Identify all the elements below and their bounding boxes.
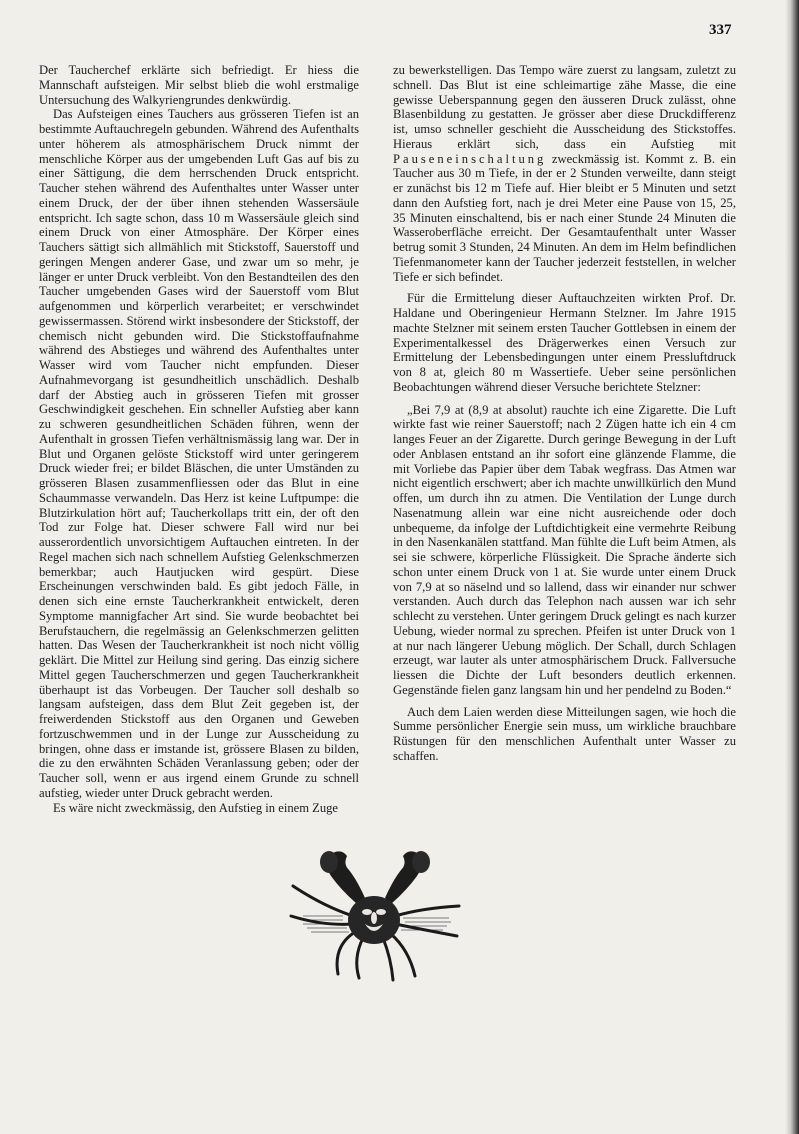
paragraph: Der Taucherchef erklärte sich befriedigt. Er hiess die Mannschaft aufsteigen. Mir selbst blieb die wohl erstmalige Untersuchung des Walkyriengrundes denkwürdig. [39, 63, 359, 107]
emphasized-term: Pauseneinschaltung [393, 151, 547, 166]
text-run: zu bewerkstelligen. Das Tempo wäre zuerst zu langsam, zuletzt zu schnell. Das Blut ist eine schleimartige zähe Masse, die eine gewisse Ueberspannung gegen den äusseren Druck zulässt, ohne Blasenbildung zu gestatten. Je grösser aber diese Druckdifferenz ist, umso schneller geschieht die Ausscheidung des Stickstoffes. Hieraus erklärt sich, dass ein Aufstieg mit [393, 63, 736, 151]
quotation-paragraph: „Bei 7,9 at (8,9 at absolut) rauchte ich eine Zigarette. Die Luft wirkte fast wie reiner Sauerstoff; nach 2 Zügen hatte ich ein 4 cm langes Feuer an der Zigarette. Durch geringe Bewegung in der Luft oder Anblasen entstand an ihr sofort eine glänzende Flamme, die mit Vorliebe das Papier über dem Tabak wegfrass. Das Atmen war nicht eigentlich erschwert; aber ich machte unwillkürlich den Mund offen, um durch ihn zu atmen. Die Ventilation der Lunge durch Nasenatmung allein war eine nicht ausreichende oder doch unbequeme, da infolge der Luftdichtigkeit eine vermehrte Reibung in den Nasenkanälen stattfand. Man fühlte die Luft beim Atmen, als sei sie schwere, körperliche Flüssigkeit. Die Sprache änderte sich schon unter einem Druck von 1 at. Sie wurde unter einem Druck von 7,9 at so näselnd und so lallend, dass wir einander nur schwer verstanden. Auch durch das Telephon nach aussen war ich sehr schlecht zu verstehen. Unter geringem Druck gelingt es nach kurzer Uebung, wieder normal zu sprechen. Pfeifen ist unter Druck von 1 at nur nach längerer Uebung möglich. Der Schall, durch Schlagen erzeugt, war lauter als unter atmosphärischem Druck. Fallversuche liessen die Dichte der Luft besonders deutlich erkennen. Gegenstände fielen ganz langsam hin und her pendelnd zu Boden.“ [393, 402, 736, 697]
crab-illustration [283, 846, 467, 982]
page-edge-shadow [785, 0, 799, 1134]
left-column [39, 63, 359, 815]
right-column [393, 63, 736, 764]
paragraph: Das Aufsteigen eines Tauchers aus grösseren Tiefen ist an bestimmte Auftauchregeln gebunden. Während des Aufenthalts unter höherem als atmosphärischem Druck nimmt der menschliche Körper aus der umgebenden Luft Gas auf bis zu einer Sättigung, die dem herrschenden Druck entspricht. Taucher stehen während des Aufenthaltes unter Wasser unter einem Druck, der der über ihnen stehenden Wassersäule entspricht. Ich sagte schon, dass 10 m Wassersäule gleich sind einem Druck von einer Atmosphäre. Der Körper eines Tauchers sättigt sich allmählich mit Stickstoff, Sauerstoff und geringen Mengen anderer Gase, und zwar um so mehr, je länger er unter Druck verbleibt. Von den Bestandteilen des den Taucher umgebenden Gases wird der Sauerstoff vom Blut aufgenommen und körperlich verarbeitet; er verschwindet gewissermassen. Störend wirkt insbesondere der Stickstoff, der chemisch nicht gebunden wird. Die Stickstoffaufnahme während des Abstieges und während des Aufenthaltes unter Wasser wird vom Taucher nicht empfunden. Dieser Aufnahmevorgang ist gesundheitlich unschädlich. Deshalb darf der Abstieg auch in grösseren Tiefen mit grosser Geschwindigkeit geschehen. Ein schneller Aufstieg aber kann zu schweren gesundheitlichen Schäden führen, wenn der Aufenthalt in grossen Tiefen verhältnismässig lang war. Der in Blut und Organen gelöste Stickstoff wird unter geringerem Druck wieder frei; er bildet Bläschen, die unter Umständen zu grösseren Blasen zusammenfliessen oder das Blut in eine Schaummasse verwandeln. Das Herz ist keine Luftpumpe: die Blutzirkulation hört auf; Taucherkollaps tritt ein, der oft den Tod zur Folge hat. Dieser schwere Fall wird nur bei ausserordentlich unvorsichtigem Auftauchen eintreten. In der Regel machen sich nach schnellem Aufstieg Gelenkschmerzen bemerkbar; auch Hautjucken wird gespürt. Diese Erscheinungen verschwinden bald. Es gibt jedoch Fälle, in denen sich eine ernste Taucherkrankheit entwickelt, deren Symptome mannigfacher Art sind. Sie wurde beobachtet bei Berufstauchern, die regelmässig an Gelenkschmerzen gelitten hatten. Das Wesen der Taucherkrankheit ist noch nicht völlig geklärt. Die Mittel zur Heilung sind gering. Das einzig sichere Mittel gegen Taucherschmerzen und gegen Taucherkrankheit überhaupt ist das Vorbeugen. Der Taucher soll deshalb so langsam aufsteigen, dass dem Blut Zeit gegeben ist, der freiwerdenden Stickstoff aus den Organen und Geweben fortzuschwemmen und in der Lunge zur Ausscheidung zu bringen, ohne dass er imstande ist, grössere Blasen zu bilden, die zu den erwähnten Schäden Veranlassung geben; oder der Taucher soll, wenn er aus irgend einem Grunde zu schnell aufstieg, wieder unter Druck gebracht werden. [39, 107, 359, 800]
paragraph: Es wäre nicht zweckmässig, den Aufstieg in einem Zuge [53, 800, 339, 815]
paragraph: Für die Ermittelung dieser Auftauchzeiten wirkten Prof. Dr. Haldane und Oberingenieur Hermann Stelzner. Im Jahre 1915 machte Stelzner mit seinem ersten Taucher Gottlebsen in einem der Experimentalkessel des Drägerwerkes einen Versuch zur Ermittelung der Lebensbedingungen unter einem Pressluftdruck von 8 at, gleich 80 m Wassertiefe. Ueber seine persönlichen Beobachtungen während dieser Versuche berichtete Stelzner: [393, 291, 736, 394]
paragraph [393, 63, 736, 284]
page-number: 337 [709, 22, 732, 38]
paragraph: Auch dem Laien werden diese Mitteilungen sagen, wie hoch die Summe persönlicher Energie sein muss, um wirkliche brauchbare Rüstungen für den menschlichen Aufenthalt unter Wasser zu schaffen. [393, 704, 736, 763]
text-run: zweckmässig ist. Kommt z. B. ein Taucher aus 30 m Tiefe, in der er 2 Stunden verweilte, dann steigt er zunächst bis 12 m Tiefe auf. Hier bleibt er 5 Minuten und setzt dann den Aufstieg fort, nach je drei Meter eine Pause von 15, 25, 35 Minuten einschaltend, bis er nach einer Stunde 24 Minuten die Wasseroberfläche erreicht. Der Gesamtaufenthalt unter Wasser betrug somit 3 Stunden, 24 Minuten. An dem im Helm befindlichen Tiefenmanometer kann der Taucher jederzeit feststellen, in welcher Tiefe er sich befindet. [393, 151, 736, 284]
